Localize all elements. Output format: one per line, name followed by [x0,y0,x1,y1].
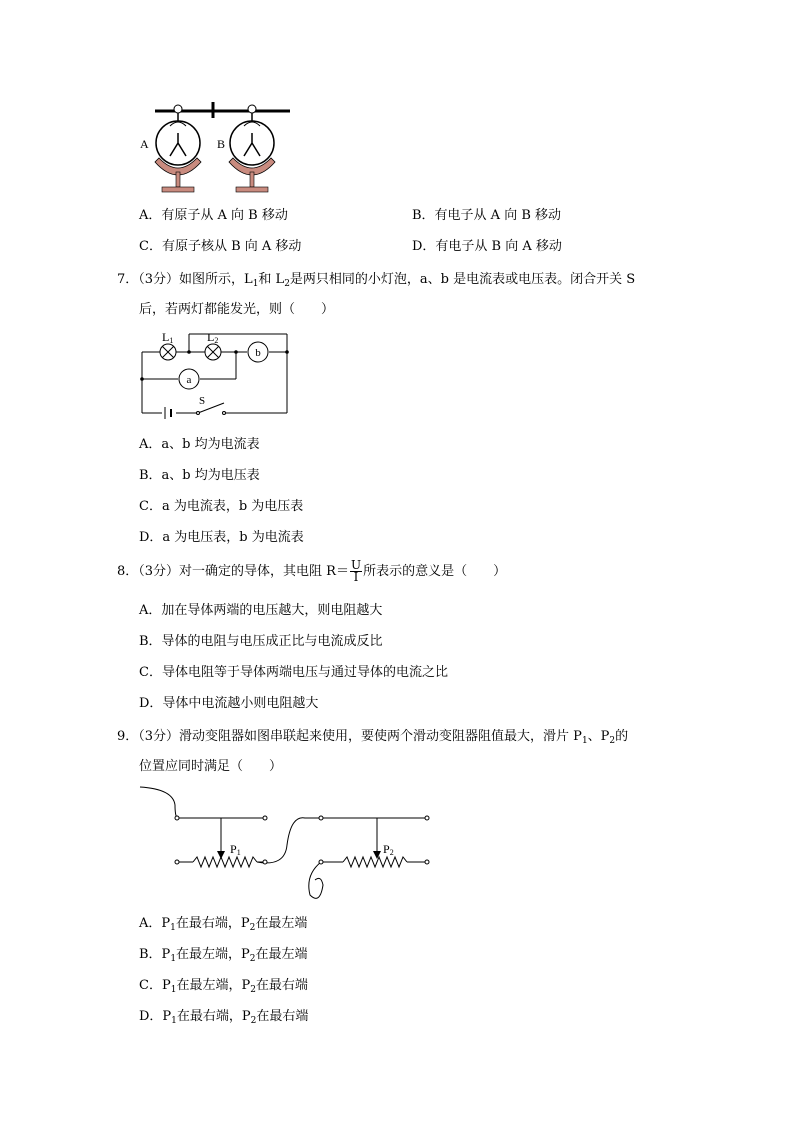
q6-option-c: C．有原子核从 B 向 A 移动 [139,239,302,254]
electroscope-figure [135,96,295,201]
q7-stem-line1: 7．（3分）如图所示，$L_1$和 $L_2$是两只相同的小灯泡，a、b 是电流表或电压表。闭合开关 S [117,272,636,289]
p1-label: P1 [230,842,241,857]
label-a: A [140,137,149,151]
q7-option-d: D．a 为电压表，b 为电流表 [139,530,304,545]
q7-stem-line2: 后，若两灯都能发光，则（ ） [139,302,335,317]
q8-option-c: C．导体电阻等于导体两端电压与通过导体的电流之比 [139,665,448,680]
l1-label: L1 [162,330,174,345]
q9-option-a: A．$P_1$在最右端，$P_2$在最左端 [139,916,308,933]
meter-b-label: b [255,347,261,359]
electroscope-b [229,105,275,192]
electroscope-a [155,105,201,192]
q6-option-b: B．有电子从 A 向 B 移动 [412,208,562,223]
q7-option-c: C．a 为电流表，b 为电压表 [139,499,304,514]
q8-option-d: D．导体中电流越小则电阻越大 [139,696,319,711]
p2-label: P2 [383,842,394,857]
rheostat-figure-q9 [135,785,435,905]
q7-option-b: B．a、b 均为电压表 [139,468,260,483]
circuit-figure-q7 [135,330,295,420]
q9-option-d: D．$P_1$在最右端，$P_2$在最右端 [139,1009,309,1026]
q9-option-b: B．$P_1$在最左端，$P_2$在最左端 [139,947,308,964]
q8-option-a: A．加在导体两端的电压越大，则电阻越大 [139,603,383,618]
resistance-fraction: $\frac{U}{I}$ [350,558,362,584]
l2-label: L2 [207,330,219,345]
label-b: B [217,137,226,151]
lamp-l1-icon [160,344,176,360]
meter-a-label: a [186,374,192,386]
q9-stem-line1: 9．（3分）滑动变阻器如图串联起来使用，要使两个滑动变阻器阻值最大，滑片 $P_1$、$P_2$的 [117,729,629,746]
q9-option-c: C．$P_1$在最左端，$P_2$在最右端 [139,978,308,995]
q8-option-b: B．导体的电阻与电压成正比与电流成反比 [139,634,383,649]
q6-option-d: D．有电子从 B 向 A 移动 [412,239,562,254]
q6-option-a: A．有原子从 A 向 B 移动 [139,208,288,223]
switch-label: S [199,395,206,407]
q8-stem: 8．（3分）对一确定的导体，其电阻 R＝ $\frac{U}{I}$ 所表示的意义是（ ） [117,558,507,584]
q7-option-a: A．a、b 均为电流表 [139,437,260,452]
lamp-l2-icon [205,344,221,360]
q9-stem-line2: 位置应同时满足（ ） [139,759,283,774]
